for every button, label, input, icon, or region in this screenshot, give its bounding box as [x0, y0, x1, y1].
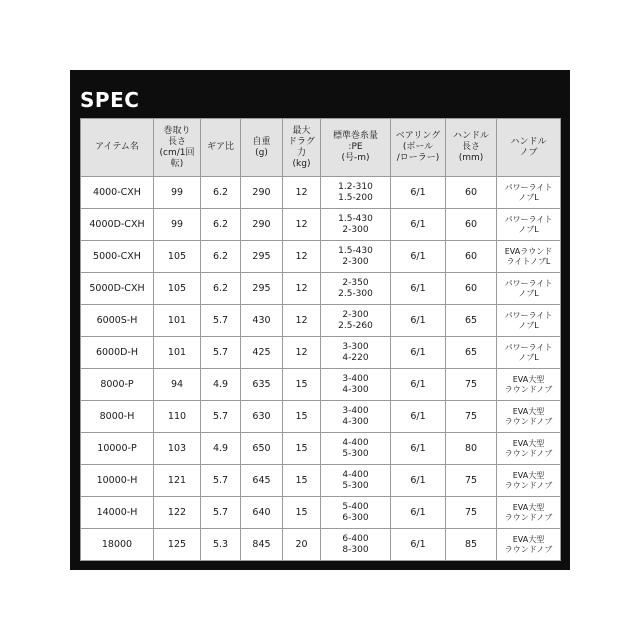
- cell-line-capacity: 1.2-310 1.5-200: [321, 177, 391, 209]
- spec-table: [80, 118, 561, 561]
- cell-line-capacity: 1.5-430 2-300: [321, 209, 391, 241]
- cell-gear-ratio: 5.7: [201, 465, 241, 497]
- cell-item-name: 14000-H: [81, 497, 154, 529]
- table-row: [81, 465, 561, 497]
- cell-max-drag: 12: [283, 337, 321, 369]
- cell-handle-knob: パワーライト ノブL: [497, 337, 561, 369]
- table-row: [81, 177, 561, 209]
- cell-weight: 650: [241, 433, 283, 465]
- cell-handle-length: 60: [446, 273, 497, 305]
- cell-bearings: 6/1: [391, 497, 446, 529]
- cell-handle-knob: EVA大型 ラウンドノブ: [497, 529, 561, 561]
- cell-max-drag: 15: [283, 369, 321, 401]
- cell-max-drag: 12: [283, 177, 321, 209]
- cell-item-name: 4000D-CXH: [81, 209, 154, 241]
- cell-item-name: 10000-P: [81, 433, 154, 465]
- cell-line-capacity: 2-350 2.5-300: [321, 273, 391, 305]
- cell-bearings: 6/1: [391, 369, 446, 401]
- cell-handle-knob: EVA大型 ラウンドノブ: [497, 465, 561, 497]
- table-row: [81, 241, 561, 273]
- cell-handle-knob: EVA大型 ラウンドノブ: [497, 401, 561, 433]
- cell-max-drag: 12: [283, 305, 321, 337]
- table-row: [81, 529, 561, 561]
- cell-weight: 645: [241, 465, 283, 497]
- cell-bearings: 6/1: [391, 433, 446, 465]
- cell-handle-length: 65: [446, 305, 497, 337]
- cell-weight: 290: [241, 177, 283, 209]
- cell-gear-ratio: 6.2: [201, 273, 241, 305]
- cell-gear-ratio: 4.9: [201, 369, 241, 401]
- cell-retrieve-length: 105: [154, 273, 201, 305]
- cell-handle-length: 75: [446, 369, 497, 401]
- cell-weight: 425: [241, 337, 283, 369]
- table-row: [81, 497, 561, 529]
- header-handle-knob: ハンドル ノブ: [497, 119, 561, 177]
- cell-handle-knob: EVA大型 ラウンドノブ: [497, 433, 561, 465]
- cell-handle-length: 75: [446, 465, 497, 497]
- cell-line-capacity: 1.5-430 2-300: [321, 241, 391, 273]
- cell-handle-knob: パワーライト ノブL: [497, 273, 561, 305]
- header-line-capacity: 標準巻糸量 :PE (号-m): [321, 119, 391, 177]
- cell-retrieve-length: 110: [154, 401, 201, 433]
- cell-max-drag: 12: [283, 209, 321, 241]
- cell-handle-length: 60: [446, 209, 497, 241]
- cell-handle-length: 80: [446, 433, 497, 465]
- cell-handle-knob: パワーライト ノブL: [497, 305, 561, 337]
- cell-handle-length: 60: [446, 241, 497, 273]
- cell-retrieve-length: 122: [154, 497, 201, 529]
- cell-line-capacity: 3-300 4-220: [321, 337, 391, 369]
- cell-weight: 640: [241, 497, 283, 529]
- cell-handle-knob: EVA大型 ラウンドノブ: [497, 369, 561, 401]
- cell-bearings: 6/1: [391, 241, 446, 273]
- cell-retrieve-length: 101: [154, 305, 201, 337]
- header-bearings: ベアリング (ボール /ローラー): [391, 119, 446, 177]
- cell-handle-length: 85: [446, 529, 497, 561]
- cell-retrieve-length: 121: [154, 465, 201, 497]
- cell-item-name: 5000-CXH: [81, 241, 154, 273]
- cell-gear-ratio: 5.3: [201, 529, 241, 561]
- cell-item-name: 10000-H: [81, 465, 154, 497]
- cell-bearings: 6/1: [391, 273, 446, 305]
- cell-retrieve-length: 101: [154, 337, 201, 369]
- cell-handle-length: 60: [446, 177, 497, 209]
- cell-bearings: 6/1: [391, 401, 446, 433]
- cell-gear-ratio: 5.7: [201, 401, 241, 433]
- header-gear-ratio: ギア比: [201, 119, 241, 177]
- header-handle-length: ハンドル 長さ (mm): [446, 119, 497, 177]
- spec-panel: [70, 70, 570, 570]
- spec-table-body: [81, 177, 561, 561]
- cell-item-name: 4000-CXH: [81, 177, 154, 209]
- cell-retrieve-length: 99: [154, 177, 201, 209]
- cell-handle-knob: パワーライト ノブL: [497, 209, 561, 241]
- table-row: [81, 209, 561, 241]
- cell-handle-knob: EVA大型 ラウンドノブ: [497, 497, 561, 529]
- cell-bearings: 6/1: [391, 305, 446, 337]
- cell-line-capacity: 4-400 5-300: [321, 433, 391, 465]
- cell-handle-knob: パワーライト ノブL: [497, 177, 561, 209]
- cell-max-drag: 20: [283, 529, 321, 561]
- cell-item-name: 6000S-H: [81, 305, 154, 337]
- cell-bearings: 6/1: [391, 177, 446, 209]
- cell-weight: 845: [241, 529, 283, 561]
- header-weight: 自重 (g): [241, 119, 283, 177]
- cell-gear-ratio: 4.9: [201, 433, 241, 465]
- cell-max-drag: 15: [283, 433, 321, 465]
- cell-item-name: 6000D-H: [81, 337, 154, 369]
- table-row: [81, 433, 561, 465]
- cell-max-drag: 15: [283, 401, 321, 433]
- cell-item-name: 8000-P: [81, 369, 154, 401]
- cell-line-capacity: 4-400 5-300: [321, 465, 391, 497]
- cell-line-capacity: 3-400 4-300: [321, 369, 391, 401]
- cell-retrieve-length: 103: [154, 433, 201, 465]
- cell-max-drag: 12: [283, 241, 321, 273]
- cell-item-name: 8000-H: [81, 401, 154, 433]
- cell-weight: 430: [241, 305, 283, 337]
- header-retrieve-length: 巻取り 長さ (cm/1回転): [154, 119, 201, 177]
- cell-line-capacity: 3-400 4-300: [321, 401, 391, 433]
- header-row: [81, 119, 561, 177]
- cell-gear-ratio: 5.7: [201, 305, 241, 337]
- cell-retrieve-length: 105: [154, 241, 201, 273]
- spec-title: SPEC: [80, 88, 140, 112]
- cell-bearings: 6/1: [391, 465, 446, 497]
- table-row: [81, 337, 561, 369]
- cell-bearings: 6/1: [391, 209, 446, 241]
- cell-handle-knob: EVAラウンド ライトノブL: [497, 241, 561, 273]
- cell-gear-ratio: 6.2: [201, 209, 241, 241]
- cell-line-capacity: 5-400 6-300: [321, 497, 391, 529]
- table-row: [81, 369, 561, 401]
- cell-weight: 630: [241, 401, 283, 433]
- cell-handle-length: 65: [446, 337, 497, 369]
- cell-handle-length: 75: [446, 497, 497, 529]
- table-row: [81, 401, 561, 433]
- cell-retrieve-length: 94: [154, 369, 201, 401]
- cell-item-name: 18000: [81, 529, 154, 561]
- cell-max-drag: 15: [283, 465, 321, 497]
- cell-retrieve-length: 99: [154, 209, 201, 241]
- cell-bearings: 6/1: [391, 529, 446, 561]
- cell-max-drag: 12: [283, 273, 321, 305]
- cell-handle-length: 75: [446, 401, 497, 433]
- cell-weight: 295: [241, 273, 283, 305]
- header-item-name: アイテム名: [81, 119, 154, 177]
- table-row: [81, 273, 561, 305]
- cell-weight: 290: [241, 209, 283, 241]
- cell-weight: 635: [241, 369, 283, 401]
- cell-max-drag: 15: [283, 497, 321, 529]
- header-max-drag: 最大 ドラグ 力 (kg): [283, 119, 321, 177]
- cell-weight: 295: [241, 241, 283, 273]
- cell-retrieve-length: 125: [154, 529, 201, 561]
- cell-line-capacity: 6-400 8-300: [321, 529, 391, 561]
- table-row: [81, 305, 561, 337]
- cell-gear-ratio: 6.2: [201, 177, 241, 209]
- cell-gear-ratio: 5.7: [201, 337, 241, 369]
- cell-bearings: 6/1: [391, 337, 446, 369]
- cell-gear-ratio: 5.7: [201, 497, 241, 529]
- cell-line-capacity: 2-300 2.5-260: [321, 305, 391, 337]
- cell-gear-ratio: 6.2: [201, 241, 241, 273]
- cell-item-name: 5000D-CXH: [81, 273, 154, 305]
